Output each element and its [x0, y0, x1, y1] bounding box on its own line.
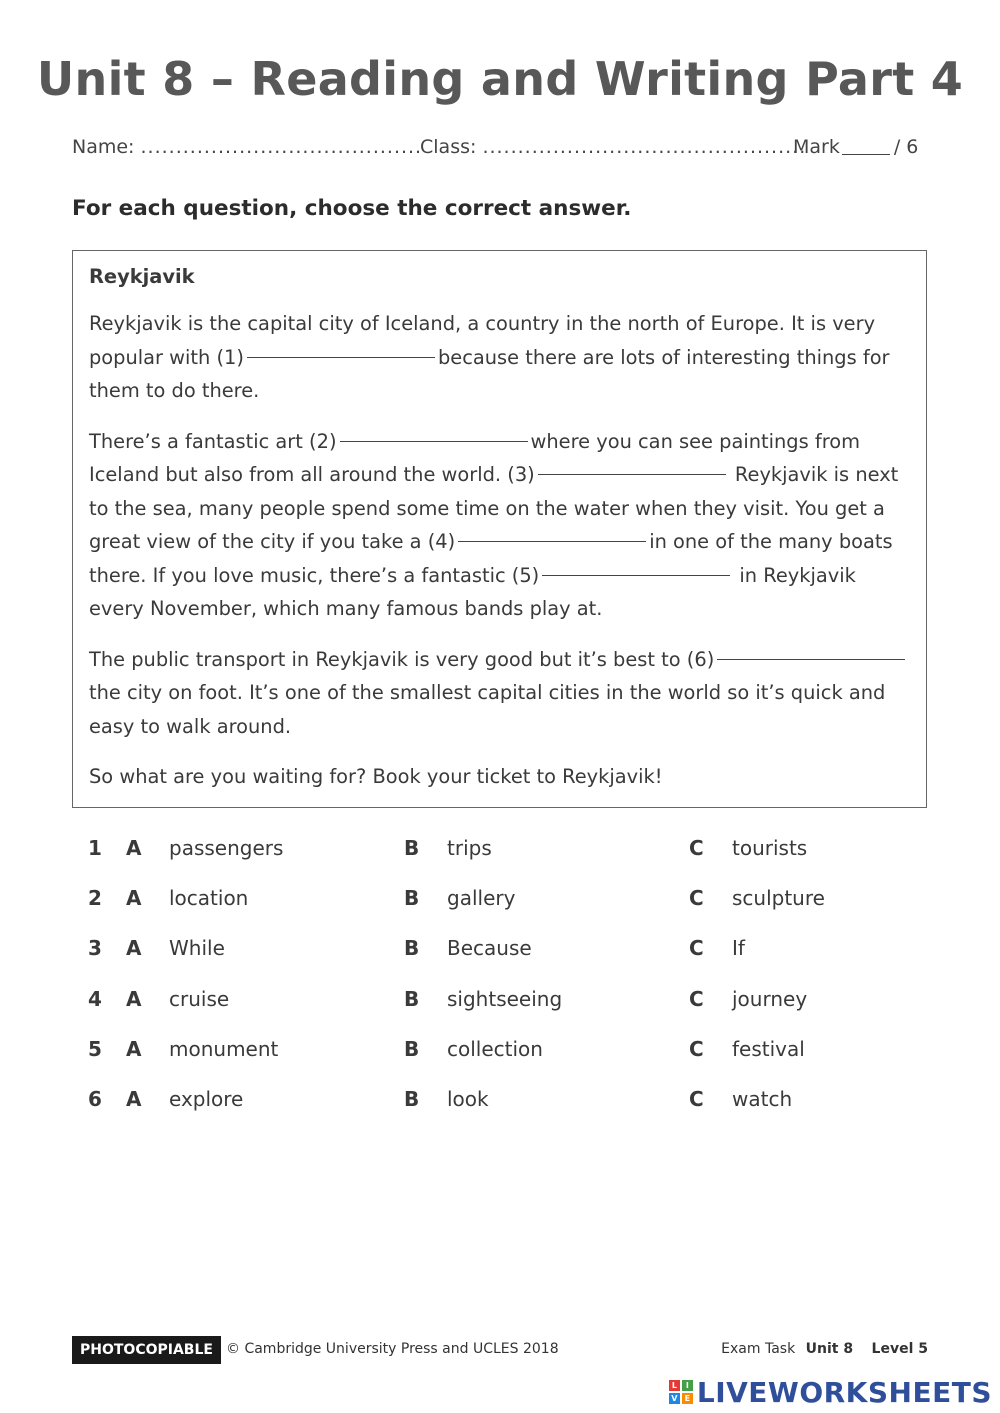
gap-4[interactable] [458, 541, 646, 542]
option-letter-c: C [689, 986, 704, 1011]
question-number: 1 [88, 836, 102, 860]
option-b[interactable]: Because [447, 936, 532, 961]
mark-blank[interactable] [842, 154, 890, 155]
class-field[interactable] [420, 136, 806, 158]
option-b[interactable]: collection [447, 1036, 543, 1061]
liveworksheets-watermark [669, 1376, 992, 1408]
name-label: Name: [72, 136, 135, 158]
photocopiable-badge: PHOTOCOPIABLE [72, 1336, 221, 1364]
gap-5[interactable] [542, 575, 730, 576]
class-label: Class: [420, 136, 477, 158]
option-letter-c: C [689, 836, 704, 860]
option-a[interactable]: passengers [169, 836, 284, 860]
reading-passage [72, 250, 927, 808]
level-label: Level 5 [871, 1341, 928, 1357]
option-letter-c: C [689, 886, 704, 911]
option-letter-a: A [126, 836, 142, 860]
copyright-text: © Cambridge University Press and UCLES 2018 [226, 1341, 559, 1357]
paragraph-2: There’s a fantastic art (2) where you can see paintings from Iceland but also from all around the world. (3) Reykjavik is next to the sea, many people spend some time on the water when they visit. You get a great view of the city if you take a (4) in one of the many boats there. If you love music, there’s a fantastic (5) in Reykjavik every November, which many famous bands play at. [89, 429, 899, 620]
option-letter-a: A [126, 886, 142, 911]
question-number: 3 [88, 936, 102, 961]
page-title: Unit 8 – Reading and Writing Part 4 [36, 52, 964, 106]
option-letter-b: B [404, 936, 420, 961]
name-dots: ........................................ [140, 136, 423, 158]
answer-options [88, 836, 938, 1137]
paragraph-1: Reykjavik is the capital city of Iceland, a country in the north of Europe. It is very popular with (1) because there are lots of interesting things for them to do there. [89, 312, 890, 402]
option-letter-a: A [126, 1086, 142, 1111]
exam-task-label: Exam Task [721, 1341, 796, 1357]
gap-1[interactable] [247, 357, 435, 358]
question-row [88, 836, 938, 886]
question-number: 5 [88, 1036, 102, 1061]
class-dots: .............................................. [482, 136, 807, 158]
passage-title: Reykjavik [89, 265, 195, 288]
liveworksheets-logo-icon [669, 1380, 693, 1404]
logo-tile: I [682, 1380, 693, 1391]
option-c[interactable]: watch [732, 1086, 793, 1111]
logo-tile: E [682, 1393, 693, 1404]
option-b[interactable]: trips [447, 836, 492, 860]
option-c[interactable]: festival [732, 1036, 805, 1061]
mark-total: / 6 [893, 136, 919, 158]
option-a[interactable]: cruise [169, 986, 230, 1011]
option-letter-b: B [404, 886, 420, 911]
question-number: 2 [88, 886, 102, 911]
question-row [88, 1037, 938, 1087]
gap-6[interactable] [717, 659, 905, 660]
option-b[interactable]: gallery [447, 886, 516, 911]
gap-3[interactable] [538, 474, 726, 475]
option-letter-b: B [404, 1086, 420, 1111]
option-b[interactable]: sightseeing [447, 986, 563, 1011]
option-letter-c: C [689, 1036, 704, 1061]
question-number: 6 [88, 1086, 102, 1111]
paragraph-4: So what are you waiting for? Book your ticket to Reykjavik! [89, 765, 663, 788]
option-letter-c: C [689, 1086, 704, 1111]
logo-tile: L [669, 1380, 680, 1391]
question-row [88, 1087, 938, 1137]
question-row [88, 886, 938, 936]
option-c[interactable]: If [732, 936, 745, 961]
option-a[interactable]: location [169, 886, 249, 911]
option-letter-c: C [689, 936, 704, 961]
logo-tile: V [669, 1393, 680, 1404]
gap-2[interactable] [340, 441, 528, 442]
option-a[interactable]: While [169, 936, 225, 961]
unit-label: Unit 8 [805, 1341, 854, 1357]
name-field[interactable] [72, 136, 422, 158]
option-letter-a: A [126, 1036, 142, 1061]
option-c[interactable]: tourists [732, 836, 808, 860]
question-row [88, 987, 938, 1037]
option-a[interactable]: monument [169, 1036, 279, 1061]
option-letter-b: B [404, 836, 420, 860]
option-letter-b: B [404, 986, 420, 1011]
option-b[interactable]: look [447, 1086, 489, 1111]
mark-label: Mark [793, 136, 840, 158]
mark-field[interactable] [793, 136, 918, 158]
option-letter-a: A [126, 936, 142, 961]
option-c[interactable]: journey [732, 986, 808, 1011]
instruction: For each question, choose the correct answer. [72, 196, 632, 221]
option-letter-a: A [126, 986, 142, 1011]
option-c[interactable]: sculpture [732, 886, 825, 911]
question-row [88, 936, 938, 986]
option-letter-b: B [404, 1036, 420, 1061]
option-a[interactable]: explore [169, 1086, 244, 1111]
footer-unit-info [721, 1341, 928, 1357]
liveworksheets-text: LIVEWORKSHEETS [696, 1375, 992, 1409]
question-number: 4 [88, 986, 102, 1011]
paragraph-3: The public transport in Reykjavik is very good but it’s best to (6)the city on foot. It’s one of the smallest capital cities in the world so it’s quick and easy to walk around. [89, 643, 912, 744]
